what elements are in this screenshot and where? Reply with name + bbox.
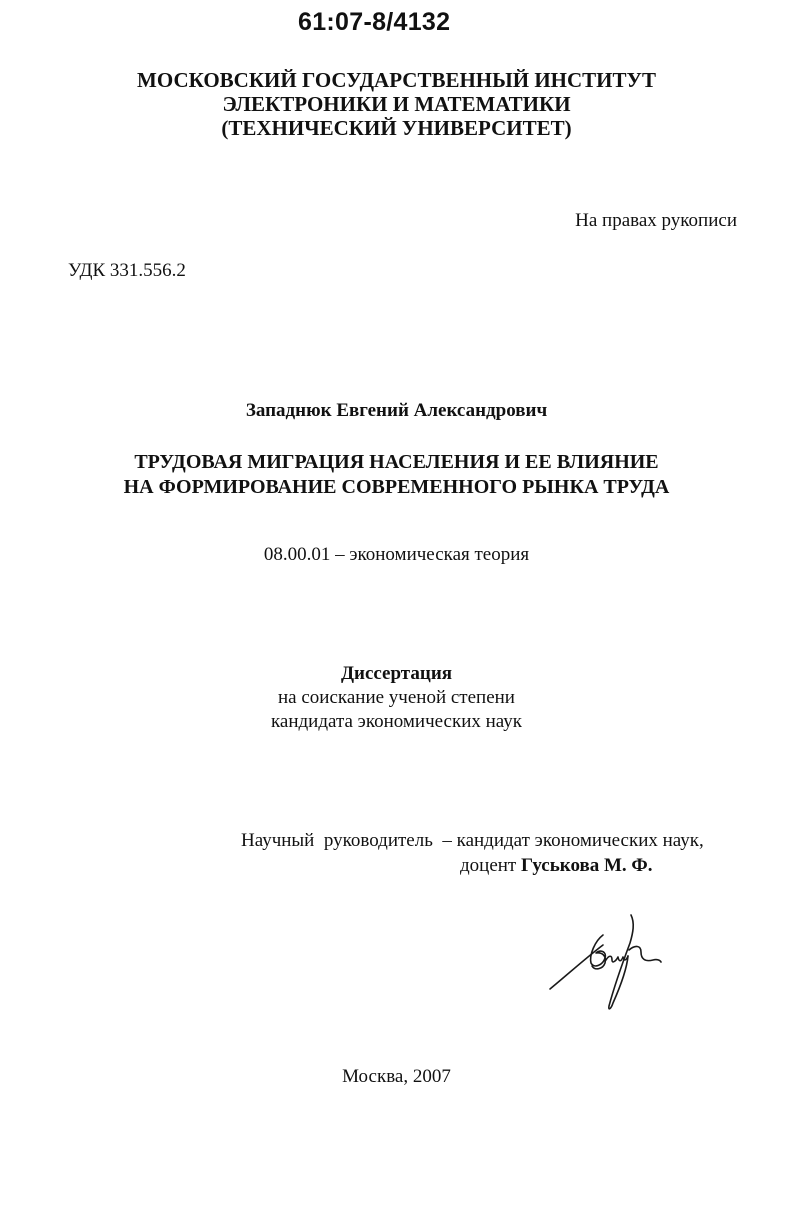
dissertation-heading: Диссертация xyxy=(340,663,453,684)
degree-block xyxy=(0,662,793,734)
archive-number: 61:07-8/4132 xyxy=(298,8,451,36)
institute-line-1: МОСКОВСКИЙ ГОСУДАРСТВЕННЫЙ ИНСТИТУТ xyxy=(137,68,656,92)
signature-icon xyxy=(545,905,665,1015)
supervisor-title: доцент xyxy=(460,855,517,876)
institute-line-3: (ТЕХНИЧЕСКИЙ УНИВЕРСИТЕТ) xyxy=(221,116,572,140)
supervisor-role: Научный руководитель – кандидат экономических наук, xyxy=(241,830,704,851)
specialty-code: 08.00.01 – экономическая теория xyxy=(263,544,530,565)
author-name: Западнюк Евгений Александрович xyxy=(245,400,548,421)
supervisor-name: Гуськова М. Ф. xyxy=(521,855,653,876)
degree-line-2: кандидата экономических наук xyxy=(270,711,523,732)
supervisor-line-2 xyxy=(241,853,704,878)
manuscript-rights: На правах рукописи xyxy=(575,210,737,231)
udk-code: УДК 331.556.2 xyxy=(68,260,186,281)
institute-line-2: ЭЛЕКТРОНИКИ И МАТЕМАТИКИ xyxy=(222,92,571,116)
title-line-1: ТРУДОВАЯ МИГРАЦИЯ НАСЕЛЕНИЯ И ЕЕ ВЛИЯНИЕ xyxy=(134,451,659,473)
supervisor-block xyxy=(241,828,704,878)
institute-name xyxy=(0,68,793,140)
degree-line-1: на соискание ученой степени xyxy=(278,687,515,708)
city-year: Москва, 2007 xyxy=(342,1066,451,1087)
dissertation-title xyxy=(0,450,793,500)
title-line-2: НА ФОРМИРОВАНИЕ СОВРЕМЕННОГО РЫНКА ТРУДА xyxy=(123,476,670,498)
